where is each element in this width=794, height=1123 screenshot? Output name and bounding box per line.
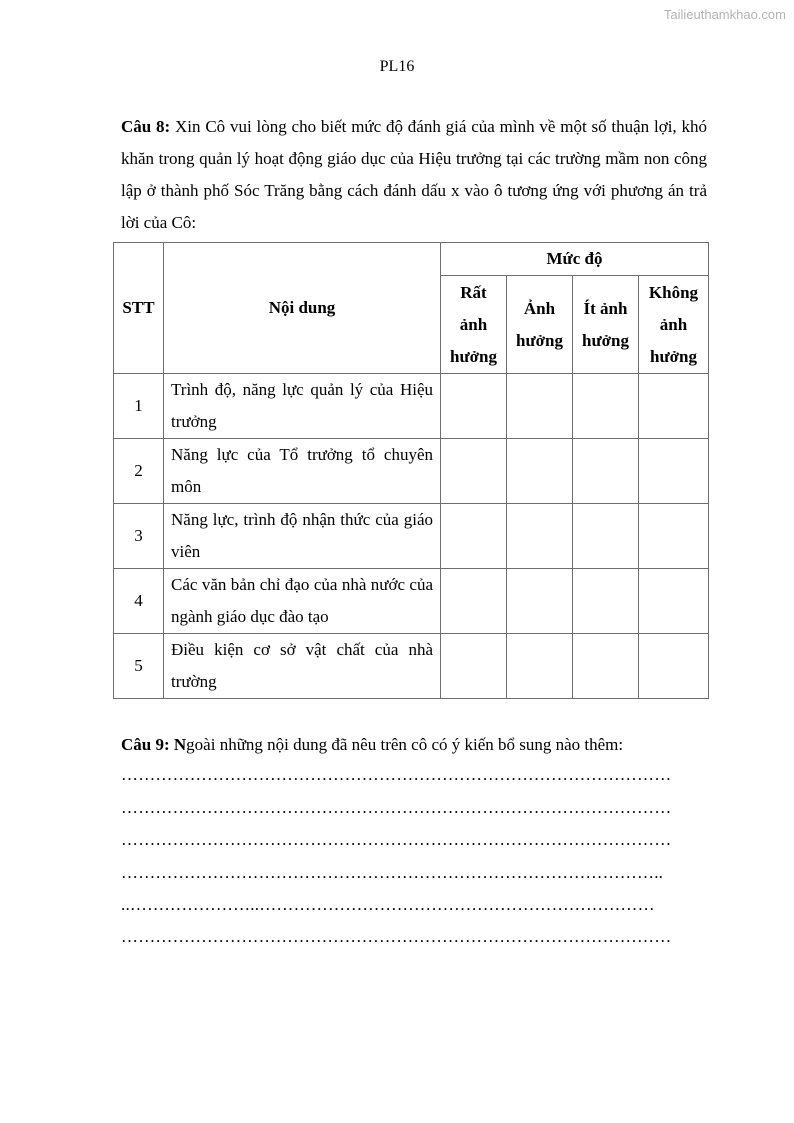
check-cell-little-affected[interactable] bbox=[573, 569, 639, 634]
row-stt: 4 bbox=[114, 569, 164, 634]
question-9 bbox=[121, 729, 707, 761]
answer-line[interactable]: …………………………………………………………………………………… bbox=[121, 765, 672, 784]
answer-line[interactable]: ..…………………..…………………………………………………………… bbox=[121, 895, 655, 914]
table-row bbox=[114, 634, 709, 699]
question-8 bbox=[121, 111, 707, 239]
check-cell-not-affected[interactable] bbox=[639, 634, 709, 699]
check-cell-very-affected[interactable] bbox=[441, 374, 507, 439]
check-cell-not-affected[interactable] bbox=[639, 374, 709, 439]
table-row bbox=[114, 569, 709, 634]
check-cell-little-affected[interactable] bbox=[573, 374, 639, 439]
check-cell-affected[interactable] bbox=[507, 569, 573, 634]
table-row bbox=[114, 504, 709, 569]
check-cell-little-affected[interactable] bbox=[573, 634, 639, 699]
header-level-very-affected: Rất ảnh hưởng bbox=[441, 276, 507, 374]
table-row bbox=[114, 374, 709, 439]
check-cell-affected[interactable] bbox=[507, 504, 573, 569]
row-stt: 2 bbox=[114, 439, 164, 504]
header-level: Mức độ bbox=[441, 243, 709, 276]
check-cell-affected[interactable] bbox=[507, 439, 573, 504]
watermark: Tailieuthamkhao.com bbox=[663, 7, 786, 22]
check-cell-not-affected[interactable] bbox=[639, 569, 709, 634]
check-cell-very-affected[interactable] bbox=[441, 504, 507, 569]
survey-table bbox=[113, 242, 709, 699]
check-cell-very-affected[interactable] bbox=[441, 634, 507, 699]
row-content: Các văn bản chỉ đạo của nhà nước của ngành giáo dục đào tạo bbox=[164, 569, 441, 634]
check-cell-affected[interactable] bbox=[507, 634, 573, 699]
page-label: PL16 bbox=[379, 58, 415, 75]
answer-line[interactable]: …………………………………………………………………………………… bbox=[121, 830, 672, 849]
table-header-row bbox=[114, 243, 709, 276]
table-row bbox=[114, 439, 709, 504]
question-8-text: Xin Cô vui lòng cho biết mức độ đánh giá của mình về một số thuận lợi, khó khăn trong quản lý hoạt động giáo dục của Hiệu trưởng tại các trường mầm non công lập ở thành phố Sóc Trăng bằng cách đánh dấu x vào ô tương ứng với phương án trả lời của Cô: bbox=[121, 117, 707, 232]
row-content: Năng lực của Tổ trưởng tổ chuyên môn bbox=[164, 439, 441, 504]
answer-line[interactable]: …………………………………………………………………………………… bbox=[121, 798, 672, 817]
check-cell-little-affected[interactable] bbox=[573, 439, 639, 504]
check-cell-not-affected[interactable] bbox=[639, 439, 709, 504]
header-level-little-affected: Ít ảnh hưởng bbox=[573, 276, 639, 374]
header-level-not-affected: Không ảnh hưởng bbox=[639, 276, 709, 374]
check-cell-not-affected[interactable] bbox=[639, 504, 709, 569]
row-stt: 5 bbox=[114, 634, 164, 699]
row-stt: 3 bbox=[114, 504, 164, 569]
answer-line[interactable]: ………………………………………………………………………………….. bbox=[121, 863, 664, 882]
check-cell-little-affected[interactable] bbox=[573, 504, 639, 569]
row-content: Năng lực, trình độ nhận thức của giáo viên bbox=[164, 504, 441, 569]
question-9-label: Câu 9: N bbox=[121, 735, 187, 754]
check-cell-affected[interactable] bbox=[507, 374, 573, 439]
check-cell-very-affected[interactable] bbox=[441, 569, 507, 634]
row-stt: 1 bbox=[114, 374, 164, 439]
row-content: Trình độ, năng lực quản lý của Hiệu trưởng bbox=[164, 374, 441, 439]
header-content: Nội dung bbox=[164, 243, 441, 374]
question-8-label: Câu 8: bbox=[121, 117, 171, 136]
check-cell-very-affected[interactable] bbox=[441, 439, 507, 504]
header-level-affected: Ảnh hưởng bbox=[507, 276, 573, 374]
row-content: Điều kiện cơ sở vật chất của nhà trường bbox=[164, 634, 441, 699]
answer-line[interactable]: …………………………………………………………………………………… bbox=[121, 927, 672, 946]
question-9-text: goài những nội dung đã nêu trên cô có ý kiến bổ sung nào thêm: bbox=[186, 735, 624, 754]
header-stt: STT bbox=[114, 243, 164, 374]
